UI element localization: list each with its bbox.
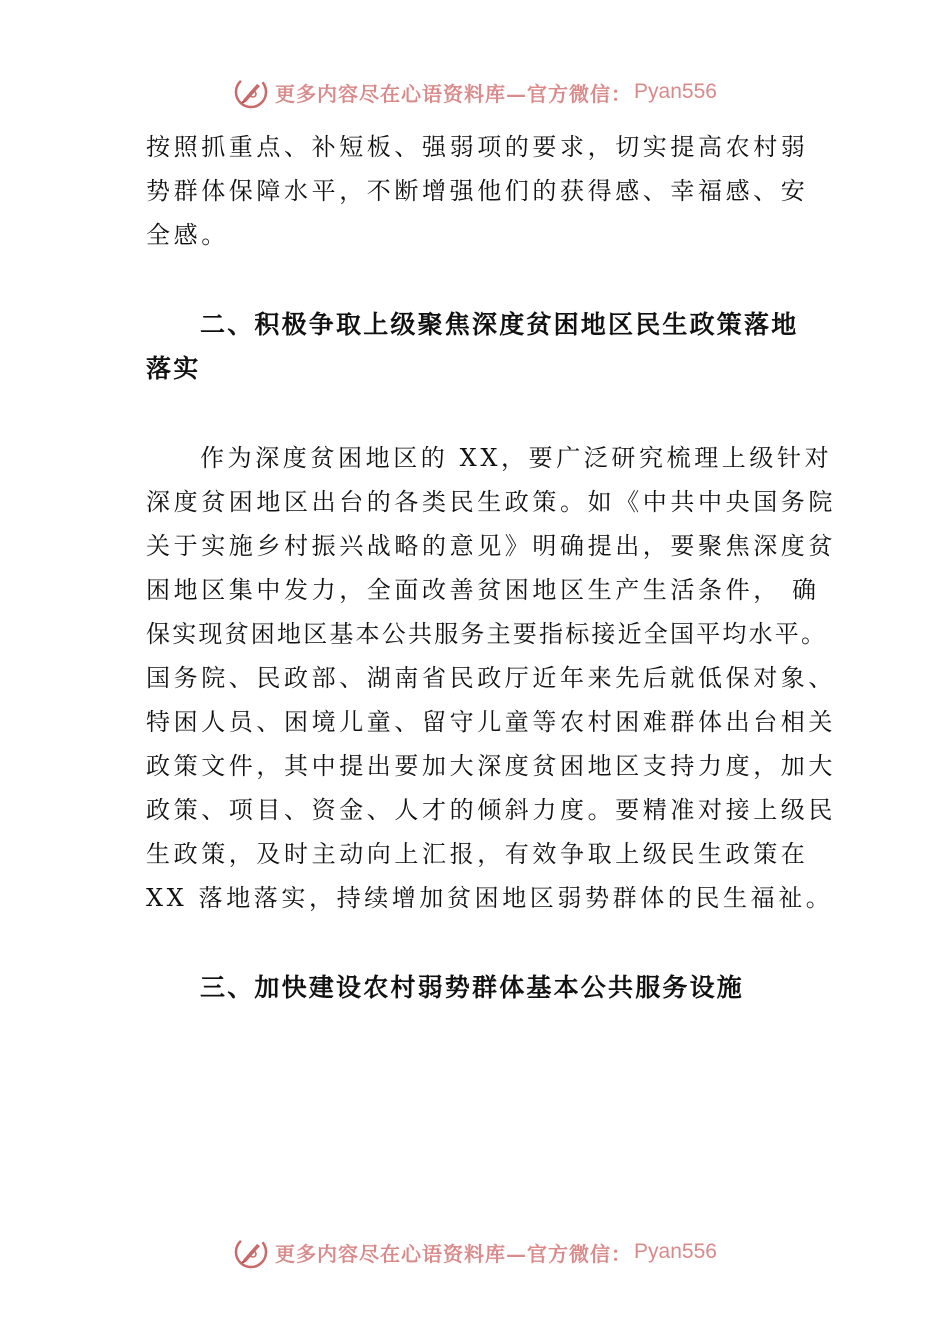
paragraph-line: XX 落地落实，持续增加贫困地区弱势群体的民生福祉。 <box>146 884 834 912</box>
paragraph-line: 政策文件，其中提出要加大深度贫困地区支持力度，加大 <box>146 752 836 780</box>
paragraph-line: 保实现贫困地区基本公共服务主要指标接近全国平均水平。 <box>146 620 828 648</box>
paragraph-line: 深度贫困地区出台的各类民生政策。如《中共中央国务院 <box>146 488 836 516</box>
paragraph-line: 生政策，及时主动向上汇报，有效争取上级民生政策在 <box>146 840 809 868</box>
paragraph-line: 政策、项目、资金、人才的倾斜力度。要精准对接上级民 <box>146 796 836 824</box>
paragraph-line: 全感。 <box>146 221 229 249</box>
watermark-text: 更多内容尽在心语资料库—官方微信： <box>275 81 633 106</box>
paragraph-line: 国务院、民政部、湖南省民政厅近年来先后就低保对象、 <box>146 664 836 692</box>
section-heading: 三、加快建设农村弱势群体基本公共服务设施 <box>200 973 745 1002</box>
watermark-text: 更多内容尽在心语资料库—官方微信： <box>275 1241 633 1266</box>
brush-logo-icon <box>233 74 269 110</box>
section-heading-continued: 落实 <box>146 354 201 383</box>
paragraph-line: 势群体保障水平，不断增强他们的获得感、幸福感、安 <box>146 177 809 205</box>
paragraph-line: 作为深度贫困地区的 XX，要广泛研究梳理上级针对 <box>200 444 833 472</box>
paragraph-line: 特困人员、困境儿童、留守儿童等农村困难群体出台相关 <box>146 708 836 736</box>
paragraph-line: 困地区集中发力，全面改善贫困地区生产生活条件， 确 <box>146 576 820 604</box>
watermark-banner-bottom <box>0 1232 950 1272</box>
section-heading: 二、积极争取上级聚焦深度贫困地区民生政策落地 <box>200 310 799 339</box>
watermark-wechat-id: Pyan556 <box>634 1240 717 1263</box>
paragraph-line: 按照抓重点、补短板、强弱项的要求，切实提高农村弱 <box>146 133 809 161</box>
watermark-wechat-id: Pyan556 <box>634 80 717 103</box>
brush-logo-icon <box>233 1234 269 1270</box>
watermark-banner-top <box>0 72 950 112</box>
paragraph-line: 关于实施乡村振兴战略的意见》明确提出，要聚焦深度贫 <box>146 532 836 560</box>
